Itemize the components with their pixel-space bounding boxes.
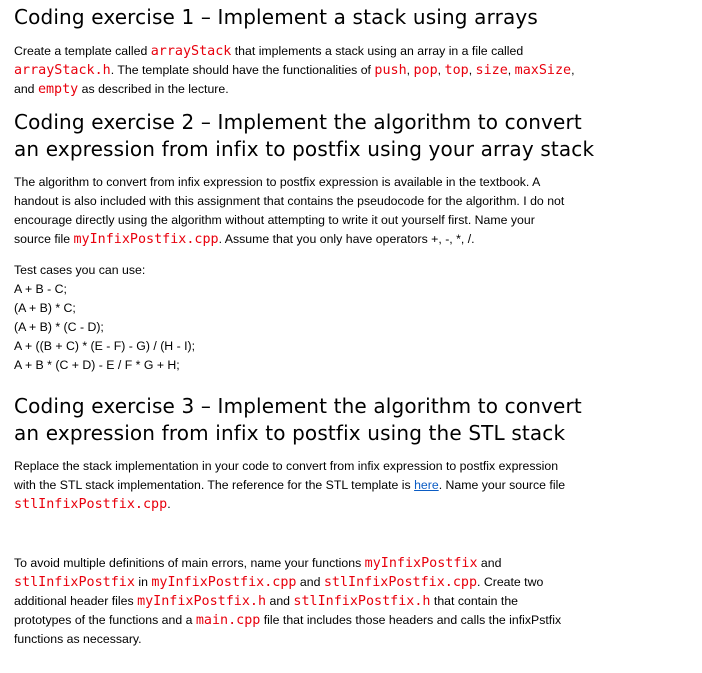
exercise-2-title-line-2: an expression from infix to postfix using your array stack <box>14 137 595 161</box>
exercise-3-line-2 <box>14 476 565 495</box>
text: and <box>14 82 38 96</box>
final-line-5: functions as necessary. <box>14 632 142 646</box>
text: file that includes those headers and calls the infixPstfix <box>260 613 562 627</box>
code-main-cpp: main.cpp <box>195 613 261 628</box>
code-myinfixpostfix-cpp: myInfixPostfix.cpp <box>73 232 219 247</box>
test-cases <box>14 261 195 375</box>
exercise-2-line-3: encourage directly using the algorithm without attempting to write it out yourself first. Name your <box>14 213 535 227</box>
code-size: size <box>475 63 508 78</box>
text: , <box>507 63 515 77</box>
code-myinfixpostfix-cpp: myInfixPostfix.cpp <box>151 575 297 590</box>
exercise-1-title: Coding exercise 1 – Implement a stack using arrays <box>14 5 538 29</box>
text: , <box>406 63 414 77</box>
text: . Name your source file <box>438 478 566 492</box>
code-maxsize: maxSize <box>514 63 572 78</box>
code-top: top <box>444 63 469 78</box>
text: , <box>571 63 575 77</box>
text: . <box>167 497 171 511</box>
code-arraystack: arrayStack <box>150 44 232 59</box>
code-stlinfixpostfix-cpp: stlInfixPostfix.cpp <box>323 575 478 590</box>
code-stlinfixpostfix: stlInfixPostfix <box>14 575 135 590</box>
text: . The template should have the functionalities of <box>110 63 375 77</box>
test-cases-label: Test cases you can use: <box>14 263 146 277</box>
exercise-2-line-2: handout is also included with this assignment that contains the pseudocode for the algorithm. I do not <box>14 194 565 208</box>
test-case: (A + B) * (C - D); <box>14 320 104 334</box>
exercise-2-line-1: The algorithm to convert from infix expression to postfix expression is available in the textbook. A <box>14 175 541 189</box>
exercise-3-title-line-1: Coding exercise 3 – Implement the algorithm to convert <box>14 394 582 418</box>
text: . Create two <box>477 575 544 589</box>
text: additional header files <box>14 594 138 608</box>
text: that contain the <box>430 594 518 608</box>
final-line-1 <box>14 554 561 573</box>
text: prototypes of the functions and a <box>14 613 196 627</box>
text: and <box>296 575 324 589</box>
text: with the STL stack implementation. The reference for the STL template is <box>14 478 415 492</box>
text: as described in the lecture. <box>78 82 229 96</box>
exercise-3-body <box>14 457 565 514</box>
code-arraystack-h: arrayStack.h <box>14 63 111 78</box>
text: and <box>477 556 502 570</box>
code-push: push <box>374 63 407 78</box>
exercise-3-line-1: Replace the stack implementation in your code to convert from infix expression to postfix expression <box>14 459 559 473</box>
text: To avoid multiple definitions of main errors, name your functions <box>14 556 365 570</box>
exercise-1-line-3 <box>14 80 575 99</box>
test-case: A + ((B + C) * (E - F) - G) / (H - I); <box>14 339 196 353</box>
code-myinfixpostfix-h: myInfixPostfix.h <box>137 594 267 609</box>
final-line-3 <box>14 592 561 611</box>
test-case: A + B * (C + D) - E / F * G + H; <box>14 358 180 372</box>
text: in <box>134 575 152 589</box>
exercise-3-title <box>14 393 582 447</box>
text: . Assume that you only have operators +, -, *, /. <box>218 232 475 246</box>
code-stlinfixpostfix-h: stlInfixPostfix.h <box>293 594 431 609</box>
text: and <box>266 594 294 608</box>
code-stlinfixpostfix-cpp: stlInfixPostfix.cpp <box>14 497 168 512</box>
text: source file <box>14 232 74 246</box>
text: , <box>468 63 476 77</box>
code-pop: pop <box>413 63 438 78</box>
exercise-2-title <box>14 109 594 163</box>
exercise-1-line-2 <box>14 61 575 80</box>
exercise-3-title-line-2: an expression from infix to postfix using the STL stack <box>14 421 566 445</box>
text: Create a template called <box>14 44 151 58</box>
exercise-1-body <box>14 42 575 99</box>
exercise-3-line-3 <box>14 495 565 514</box>
code-empty: empty <box>37 82 79 97</box>
exercise-2-line-4 <box>14 230 564 249</box>
exercise-2-title-line-1: Coding exercise 2 – Implement the algorithm to convert <box>14 110 582 134</box>
final-line-2 <box>14 573 561 592</box>
test-case: A + B - C; <box>14 282 67 296</box>
exercise-2-body <box>14 173 564 249</box>
final-line-4 <box>14 611 561 630</box>
text: , <box>437 63 445 77</box>
code-myinfixpostfix: myInfixPostfix <box>364 556 478 571</box>
text: that implements a stack using an array in a file called <box>231 44 524 58</box>
naming-instructions <box>14 554 561 649</box>
test-case: (A + B) * C; <box>14 301 76 315</box>
exercise-1-line-1 <box>14 42 575 61</box>
stl-reference-link[interactable]: here <box>414 478 439 492</box>
